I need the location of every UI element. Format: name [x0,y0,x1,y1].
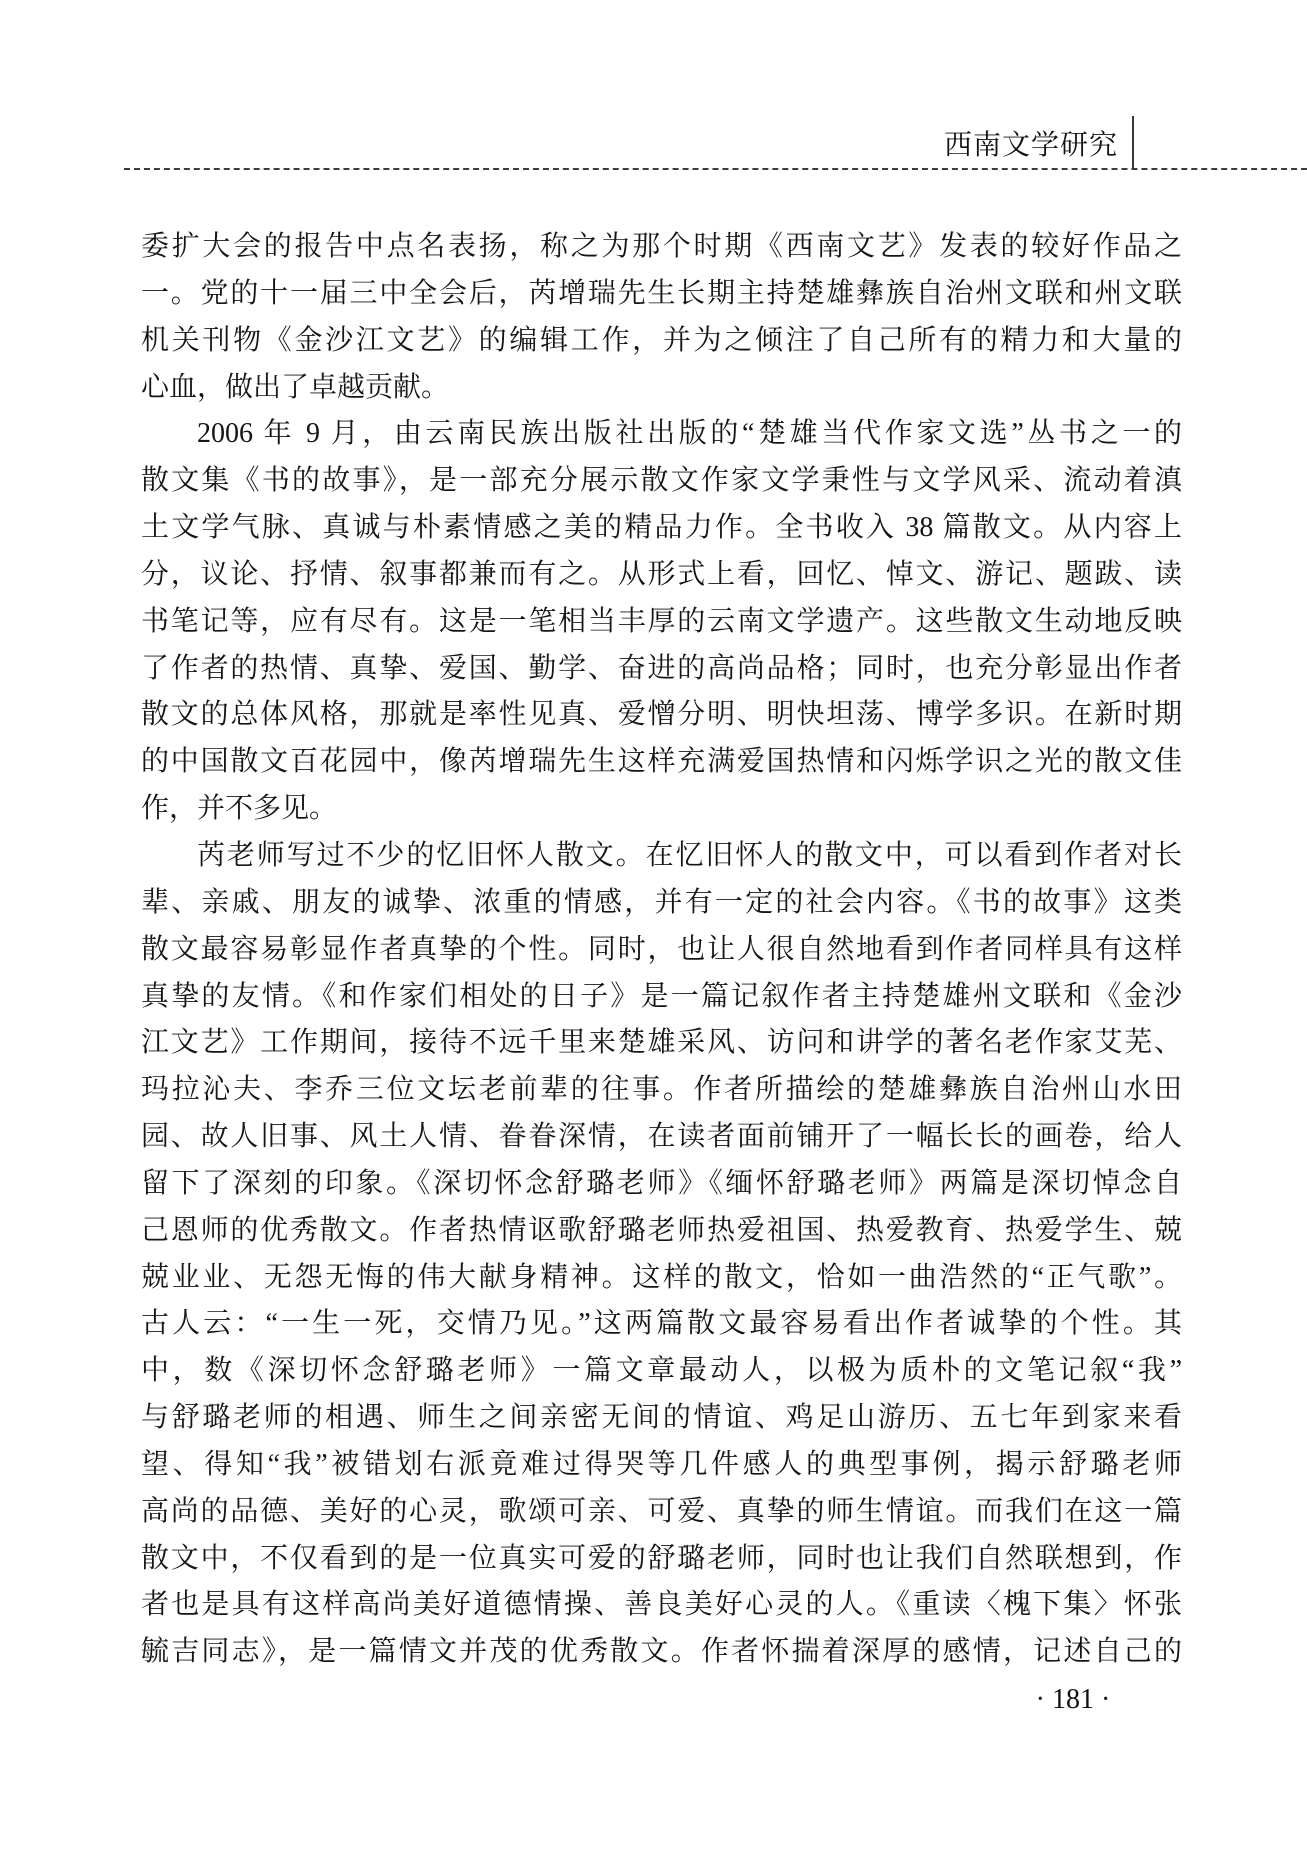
text-line: 一。党的十一届三中全会后，芮增瑞先生长期主持楚雄彝族自治州文联和州文联 [141,277,1182,309]
text-line: 江文艺》工作期间，接待不远千里来楚雄采风、访问和讲学的著名老作家艾芜、 [141,1027,1182,1059]
text-line: 芮老师写过不少的忆旧怀人散文。在忆旧怀人的散文中，可以看到作者对长 [197,839,1182,871]
text-line: 留下了深刻的印象。《深切怀念舒璐老师》《缅怀舒璐老师》两篇是深切悼念自 [141,1167,1182,1199]
text-line: 古人云：“一生一死，交情乃见。”这两篇散文最容易看出作者诚挚的个性。其 [141,1308,1182,1340]
running-head-dashed-rule [124,168,1307,170]
running-head-title: 西南文学研究 [943,130,1118,161]
running-head-divider-bar [1132,116,1134,169]
text-line: 散文的总体风格，那就是率性见真、爱憎分明、明快坦荡、博学多识。在新时期 [141,699,1182,731]
text-line: 作，并不多见。 [141,793,338,825]
text-line: 委扩大会的报告中点名表扬，称之为那个时期《西南文艺》发表的较好作品之 [141,231,1182,262]
text-line: 中，数《深切怀念舒璐老师》一篇文章最动人，以极为质朴的文笔记叙“我” [141,1355,1182,1387]
text-line: 散文最容易彰显作者真挚的个性。同时，也让人很自然地看到作者同样具有这样 [141,933,1182,965]
text-line: 玛拉沁夫、李乔三位文坛老前辈的往事。作者所描绘的楚雄彝族自治州山水田 [141,1074,1182,1106]
text-line: 散文中，不仅看到的是一位真实可爱的舒璐老师，同时也让我们自然联想到，作 [141,1542,1182,1574]
text-line: 望、得知“我”被错划右派竟难过得哭等几件感人的典型事例，揭示舒璐老师 [141,1448,1182,1480]
text-line: 分，议论、抒情、叙事都兼而有之。从形式上看，回忆、悼文、游记、题跋、读 [141,558,1182,590]
text-line: 己恩师的优秀散文。作者热情讴歌舒璐老师热爱祖国、热爱教育、热爱学生、兢 [141,1214,1182,1246]
text-line: 了作者的热情、真挚、爱国、勤学、奋进的高尚品格；同时，也充分彰显出作者 [141,652,1182,684]
text-line: 2006 年 9 月，由云南民族出版社出版的“楚雄当代作家文选”丛书之一的 [197,418,1182,450]
text-line: 园、故人旧事、风土人情、眷眷深情，在读者面前铺开了一幅长长的画卷，给人 [141,1121,1182,1153]
text-line: 心血，做出了卓越贡献。 [141,371,450,403]
text-line: 高尚的品德、美好的心灵，歌颂可亲、可爱、真挚的师生情谊。而我们在这一篇 [141,1495,1182,1527]
text-line: 辈、亲戚、朋友的诚挚、浓重的情感，并有一定的社会内容。《书的故事》这类 [141,886,1182,918]
text-line: 兢业业、无怨无悔的伟大献身精神。这样的散文，恰如一曲浩然的“正气歌”。 [141,1261,1182,1293]
text-line: 的中国散文百花园中，像芮增瑞先生这样充满爱国热情和闪烁学识之光的散文佳 [141,746,1182,778]
text-line: 真挚的友情。《和作家们相处的日子》是一篇记叙作者主持楚雄州文联和《金沙 [141,980,1182,1012]
page-number: · 181 · [1035,1684,1111,1715]
text-line: 机关刊物《金沙江文艺》的编辑工作，并为之倾注了自己所有的精力和大量的 [141,324,1182,356]
text-line: 毓吉同志》，是一篇情文并茂的优秀散文。作者怀揣着深厚的感情，记述自己的 [141,1636,1182,1668]
text-line: 土文学气脉、真诚与朴素情感之美的精品力作。全书收入 38 篇散文。从内容上 [141,512,1182,544]
text-line: 与舒璐老师的相遇、师生之间亲密无间的情谊、鸡足山游历、五七年到家来看 [141,1402,1182,1434]
text-line: 书笔记等，应有尽有。这是一笔相当丰厚的云南文学遗产。这些散文生动地反映 [141,605,1182,637]
body-text [141,224,1182,1676]
text-line: 者也是具有这样高尚美好道德情操、善良美好心灵的人。《重读〈槐下集〉怀张 [141,1589,1182,1621]
text-line: 散文集《书的故事》，是一部充分展示散文作家文学秉性与文学风采、流动着滇 [141,465,1182,497]
